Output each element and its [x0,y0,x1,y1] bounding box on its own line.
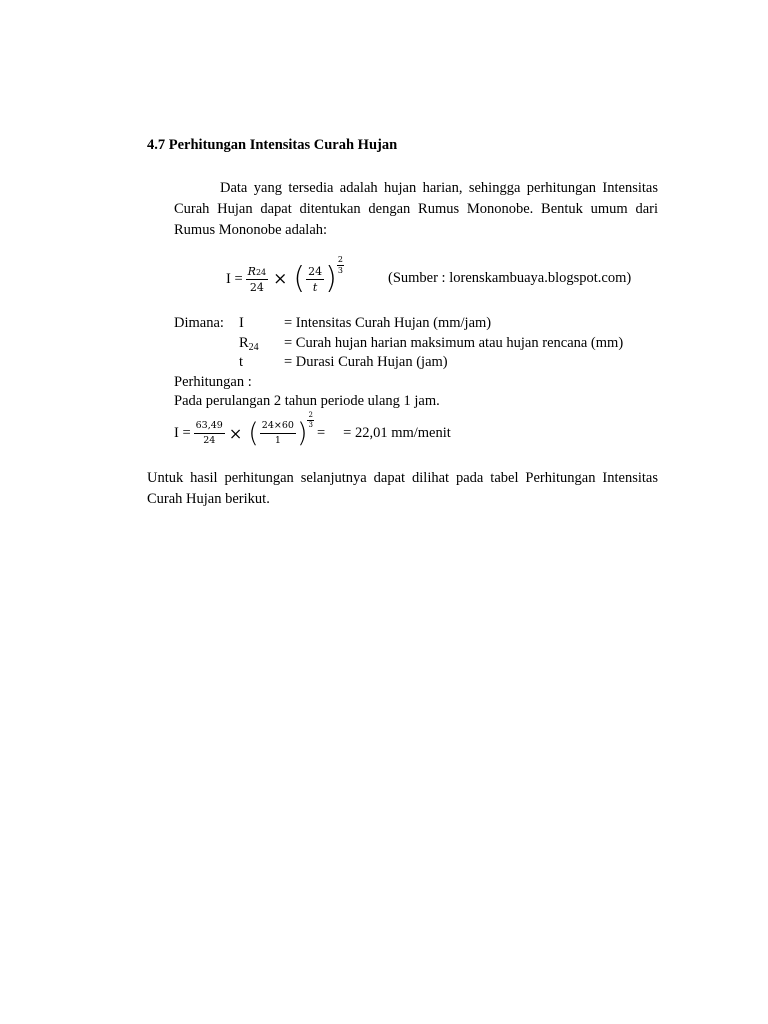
calc-left-paren: ( [248,417,259,449]
calc-right-paren: ) [296,417,308,449]
definition-symbol-sub: 24 [248,342,259,353]
formula-source: (Sumber : lorenskambuaya.blogspot.com) [388,270,632,286]
calc-formula [174,410,451,452]
section-heading: 4.7 Perhitungan Intensitas Curah Hujan [147,137,398,153]
formula-denominator: 24 [249,280,264,294]
mononobe-formula [226,254,344,299]
formula-left-paren: ( [293,261,306,296]
calc-line: Pada perulangan 2 tahun periode ulang 1 jam. [174,393,440,409]
closing-paragraph: Untuk hasil perhitungan selanjutnya dapat dilihat pada tabel Perhitungan Intensitas Curah Hujan berikut. [147,470,658,507]
definition-symbol: R [239,335,249,351]
formula-fraction-r24 [246,266,268,293]
definition-row-i [239,315,244,332]
formula-inner-numerator: 24 [308,264,323,278]
calc-label: Perhitungan : [174,374,252,390]
definitions-label: Dimana: [174,315,224,331]
calc-denominator: 24 [203,434,216,446]
formula-right-paren: ) [325,261,337,296]
definition-symbol: I [239,315,244,331]
formula-r-letter: R [247,264,256,278]
calc-numerator: 63,49 [194,421,225,434]
formula-times: × [273,269,288,289]
calc-exp-numerator: 2 [308,410,313,419]
definition-row-t [239,354,243,371]
formula-exp-denominator: 3 [337,265,343,275]
intro-paragraph: Data yang tersedia adalah hujan harian, sehingga perhitungan Intensitas Curah Hujan dapat ditentukan dengan Rumus Mononobe. Bentuk umum dari Rumus Mononobe adalah: [174,180,658,238]
calc-inner-numerator: 24×60 [260,421,296,434]
formula-r-sub: 24 [255,267,267,277]
calc-inner-denominator: 1 [274,434,281,446]
calc-equals: = [316,424,326,441]
formula-lhs: I = [226,270,243,287]
definition-desc-i: = Intensitas Curah Hujan (mm/jam) [284,315,492,331]
calc-lhs: I = [174,424,191,441]
definition-desc-r24: = Curah hujan harian maksimum atau hujan rencana (mm) [284,335,624,351]
definition-desc-t: = Durasi Curah Hujan (jam) [284,354,448,370]
calc-fraction [194,421,225,445]
formula-inner-denominator: t [312,280,318,294]
calc-exponent [307,411,313,428]
calc-times: × [228,423,243,443]
formula-exp-numerator: 2 [337,254,343,264]
formula-inner-fraction [306,266,324,293]
formula-exponent [337,256,344,275]
calc-result: = 22,01 mm/menit [343,424,451,441]
definition-symbol: t [239,354,244,370]
calc-exp-denominator: 3 [308,420,313,429]
calc-inner-fraction [260,421,296,445]
definition-row-r24 [239,335,259,353]
